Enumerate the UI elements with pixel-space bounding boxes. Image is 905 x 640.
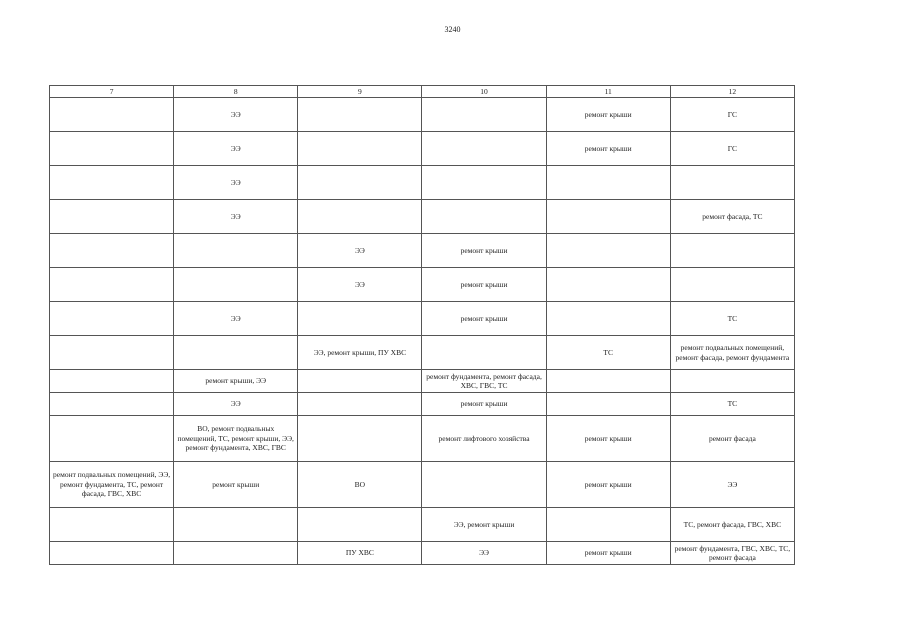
- table-cell: ремонт крыши: [422, 234, 546, 268]
- table-cell: [50, 336, 174, 370]
- table-cell: [50, 542, 174, 565]
- table-cell: ремонт фасада: [670, 416, 794, 462]
- table-cell: [546, 370, 670, 393]
- table-cell: ремонт крыши: [422, 302, 546, 336]
- table-cell: [50, 132, 174, 166]
- table-cell: [50, 200, 174, 234]
- table-row: [50, 98, 795, 132]
- table-cell: ЭЭ: [174, 393, 298, 416]
- table-cell: ремонт крыши: [546, 132, 670, 166]
- table-cell: [422, 98, 546, 132]
- table-cell: [670, 268, 794, 302]
- table-cell: ЭЭ, ремонт крыши: [422, 508, 546, 542]
- table-cell: [50, 268, 174, 302]
- table-cell: [298, 302, 422, 336]
- table-cell: [298, 508, 422, 542]
- table-cell: [546, 508, 670, 542]
- table-cell: ремонт крыши: [174, 462, 298, 508]
- table-cell: ГС: [670, 132, 794, 166]
- table-cell: [670, 370, 794, 393]
- table-cell: [546, 268, 670, 302]
- table-row: [50, 336, 795, 370]
- table-cell: ремонт фасада, ТС: [670, 200, 794, 234]
- table-cell: [50, 166, 174, 200]
- column-header: 12: [670, 86, 794, 98]
- table-cell: ремонт подвальных помещений, ЭЭ, ремонт фундамента, ТС, ремонт фасада, ГВС, ХВС: [50, 462, 174, 508]
- column-header: 9: [298, 86, 422, 98]
- table-cell: [298, 132, 422, 166]
- table-cell: ВО: [298, 462, 422, 508]
- page-number: 3240: [444, 25, 461, 34]
- column-header: 7: [50, 86, 174, 98]
- header-row: [50, 86, 795, 98]
- table-row: [50, 393, 795, 416]
- table-cell: ЭЭ: [174, 166, 298, 200]
- table-cell: [298, 98, 422, 132]
- table-cell: ТС: [670, 302, 794, 336]
- table-cell: ЭЭ: [174, 302, 298, 336]
- table-cell: ЭЭ: [422, 542, 546, 565]
- table-cell: [50, 234, 174, 268]
- table-row: [50, 268, 795, 302]
- table-row: [50, 508, 795, 542]
- table-cell: [174, 268, 298, 302]
- works-table: [49, 85, 795, 565]
- table-cell: ВО, ремонт подвальных помещений, ТС, ремонт крыши, ЭЭ, ремонт фундамента, ХВС, ГВС: [174, 416, 298, 462]
- table-cell: [422, 200, 546, 234]
- table-cell: ремонт подвальных помещений, ремонт фасада, ремонт фундамента: [670, 336, 794, 370]
- table-row: [50, 132, 795, 166]
- table-cell: [422, 462, 546, 508]
- table-cell: [50, 416, 174, 462]
- table-cell: ЭЭ: [298, 268, 422, 302]
- table-row: [50, 234, 795, 268]
- table-cell: [546, 166, 670, 200]
- table-cell: ЭЭ: [670, 462, 794, 508]
- table-row: [50, 416, 795, 462]
- table-cell: [50, 302, 174, 336]
- column-header: 10: [422, 86, 546, 98]
- table-body: [50, 98, 795, 565]
- table-cell: [50, 393, 174, 416]
- table-cell: ЭЭ: [174, 200, 298, 234]
- table-row: [50, 462, 795, 508]
- table-cell: ремонт крыши: [546, 462, 670, 508]
- table-cell: ТС: [546, 336, 670, 370]
- table-cell: ЭЭ, ремонт крыши, ПУ ХВС: [298, 336, 422, 370]
- column-header: 11: [546, 86, 670, 98]
- table-cell: [298, 416, 422, 462]
- table-cell: [546, 302, 670, 336]
- column-header: 8: [174, 86, 298, 98]
- table-cell: ЭЭ: [174, 132, 298, 166]
- table-cell: [50, 370, 174, 393]
- table-cell: [670, 166, 794, 200]
- table-cell: [174, 234, 298, 268]
- table-cell: [546, 234, 670, 268]
- table-cell: [422, 166, 546, 200]
- table-row: [50, 542, 795, 565]
- table-cell: [298, 393, 422, 416]
- table-cell: ремонт лифтового хозяйства: [422, 416, 546, 462]
- table-cell: [174, 542, 298, 565]
- table-row: [50, 166, 795, 200]
- table-cell: [298, 166, 422, 200]
- table-cell: [422, 336, 546, 370]
- table-cell: ТС: [670, 393, 794, 416]
- table-cell: ремонт крыши: [422, 393, 546, 416]
- table-cell: ЭЭ: [174, 98, 298, 132]
- table-cell: ремонт крыши: [546, 542, 670, 565]
- table-cell: ПУ ХВС: [298, 542, 422, 565]
- table-row: [50, 200, 795, 234]
- table-cell: [174, 508, 298, 542]
- table-cell: [50, 98, 174, 132]
- table-cell: [546, 200, 670, 234]
- table-cell: ремонт крыши: [546, 416, 670, 462]
- table-cell: ремонт крыши: [422, 268, 546, 302]
- table-cell: ремонт крыши: [546, 98, 670, 132]
- table-row: [50, 302, 795, 336]
- table-cell: ремонт крыши, ЭЭ: [174, 370, 298, 393]
- table-cell: [670, 234, 794, 268]
- table-cell: ЭЭ: [298, 234, 422, 268]
- table-cell: [422, 132, 546, 166]
- table-cell: [546, 393, 670, 416]
- table-cell: [298, 370, 422, 393]
- table-cell: ремонт фундамента, ремонт фасада, ХВС, ГВС, ТС: [422, 370, 546, 393]
- table-cell: ТС, ремонт фасада, ГВС, ХВС: [670, 508, 794, 542]
- table-cell: [50, 508, 174, 542]
- table-cell: [298, 200, 422, 234]
- table-cell: [174, 336, 298, 370]
- table-cell: ГС: [670, 98, 794, 132]
- table-row: [50, 370, 795, 393]
- table-cell: ремонт фундамента, ГВС, ХВС, ТС, ремонт фасада: [670, 542, 794, 565]
